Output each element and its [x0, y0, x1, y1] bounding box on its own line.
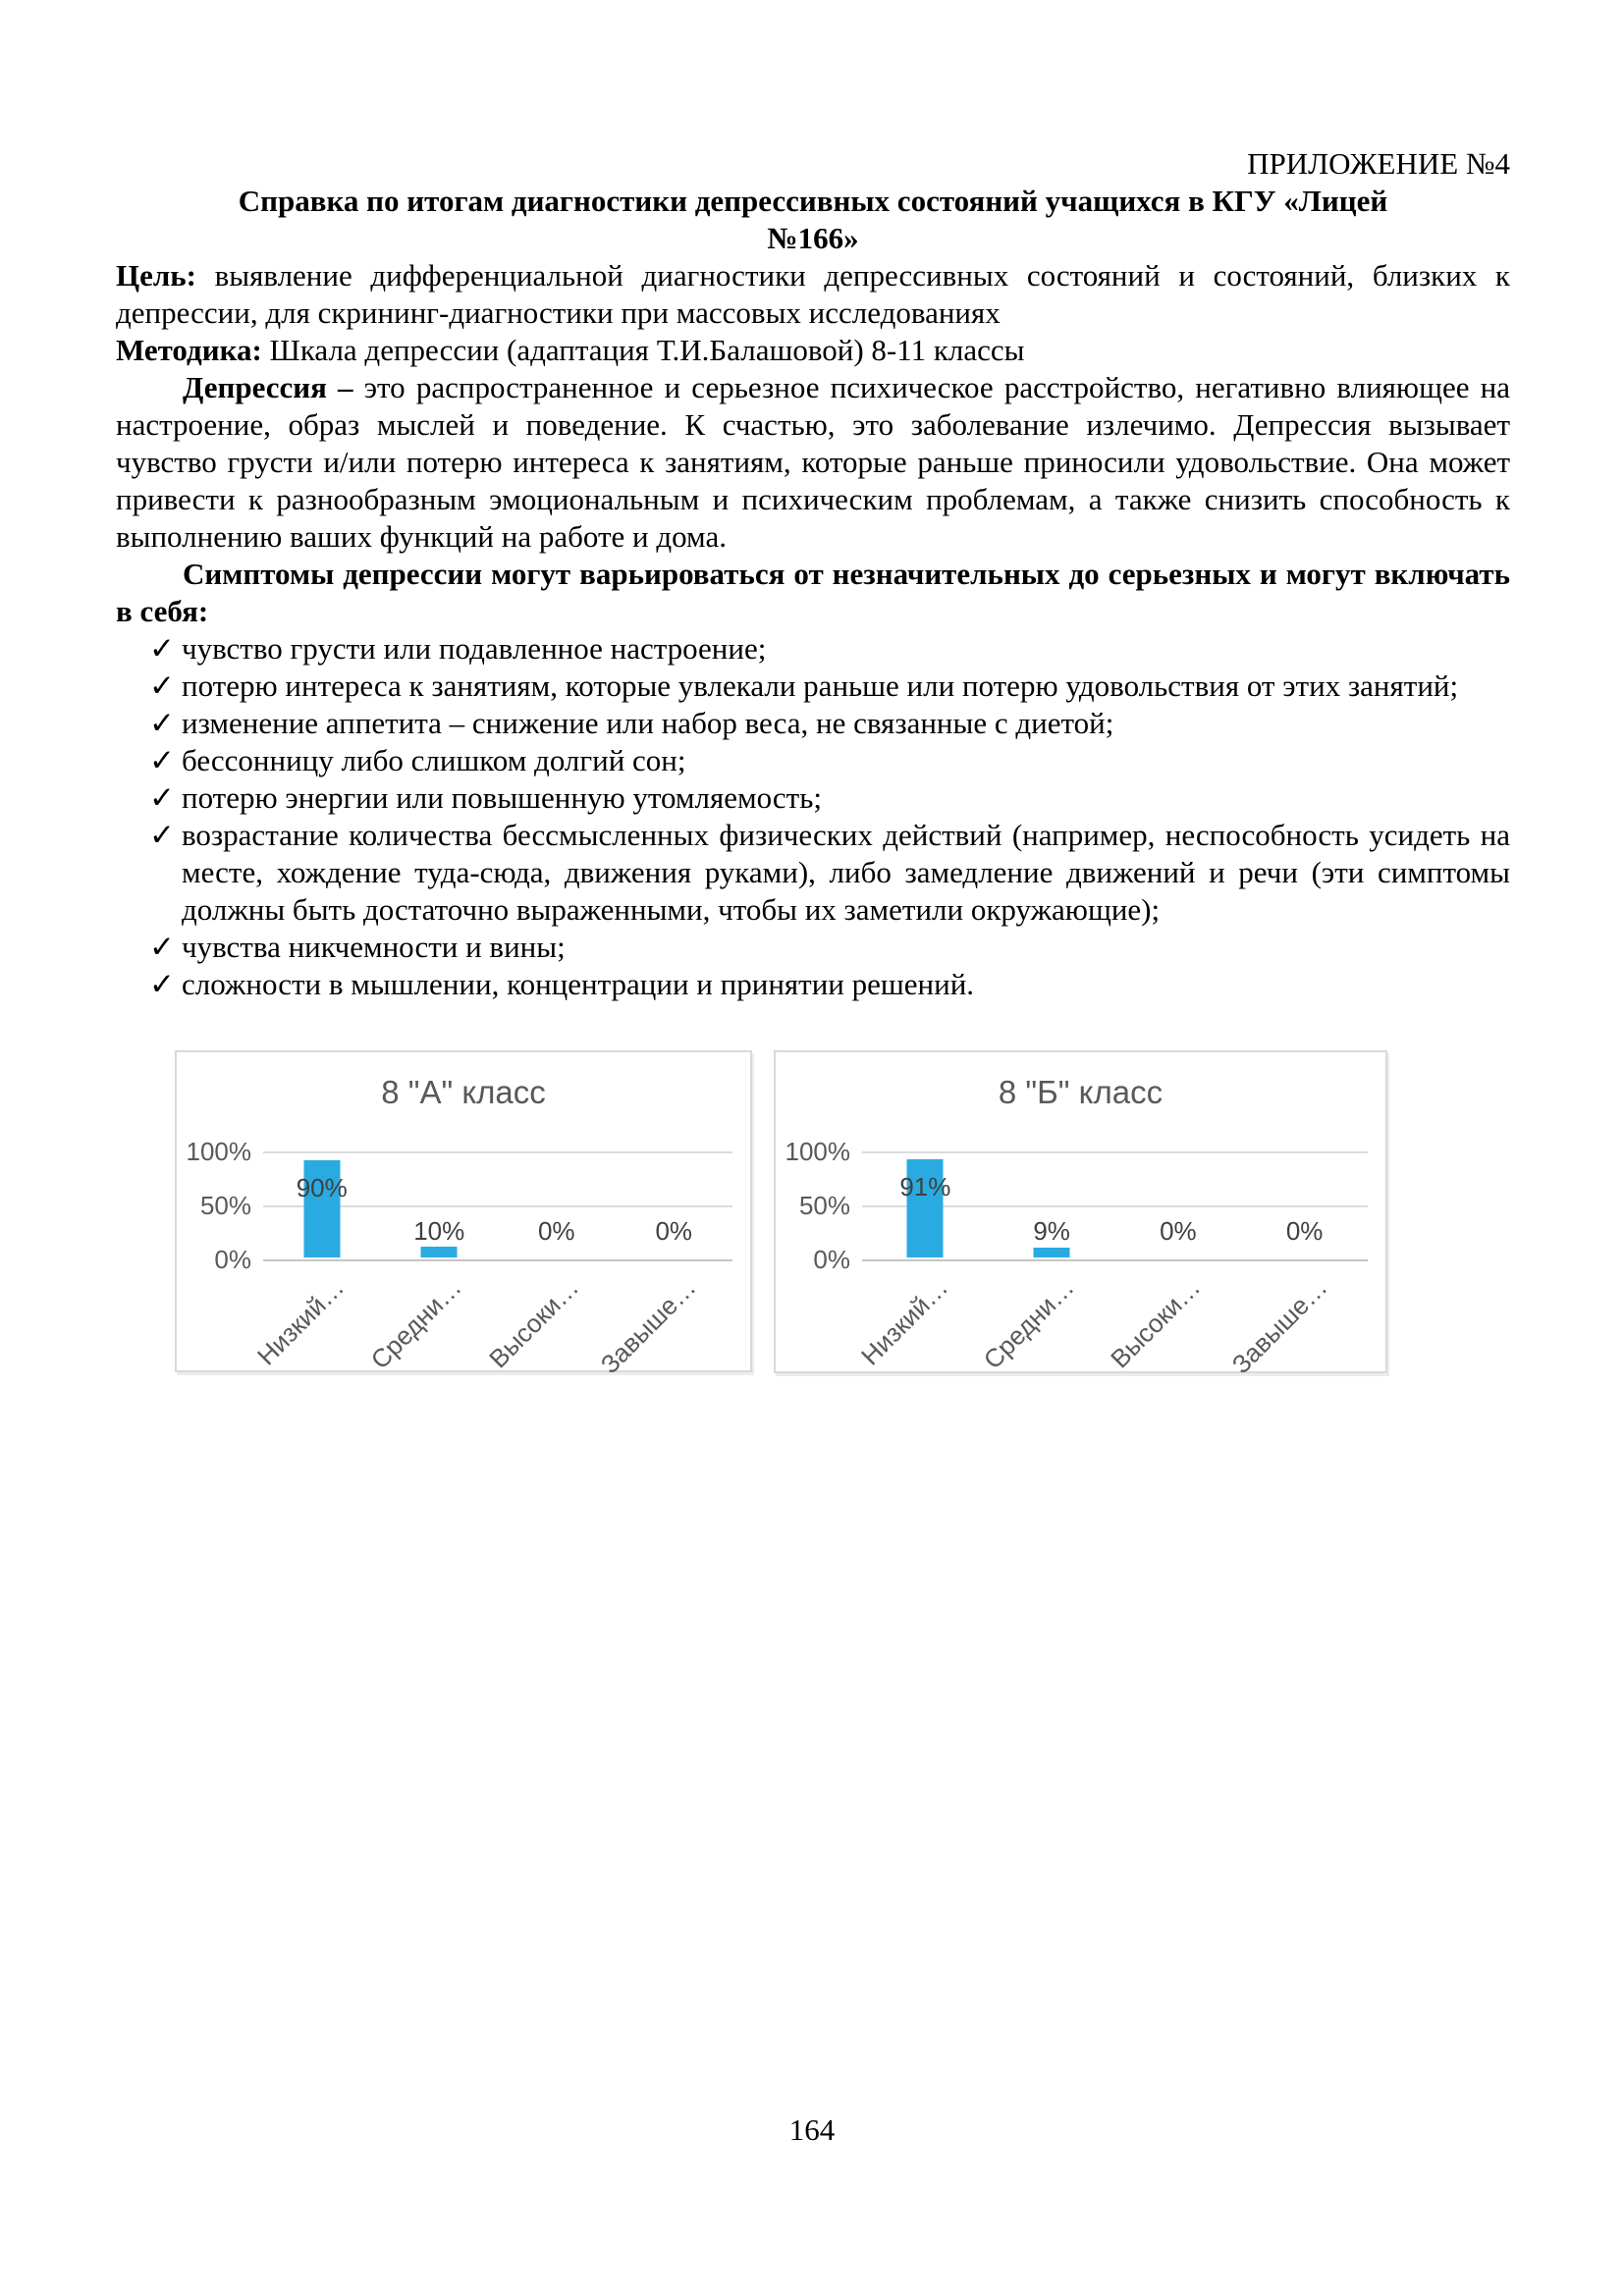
plot-area	[251, 1151, 732, 1380]
y-axis-tick: 100%	[186, 1137, 251, 1166]
chart-title: 8 "А" класс	[381, 1074, 546, 1110]
symptom-text: изменение аппетита – снижение или набор веса, не связанные с диетой;	[182, 706, 1114, 740]
category-slot	[862, 1151, 989, 1259]
checkmark-icon: ✓	[149, 967, 175, 1001]
bar	[421, 1247, 458, 1257]
charts-row	[175, 1050, 1510, 1380]
x-axis-label: Завыше…	[594, 1272, 702, 1380]
x-axis-label: Средни…	[977, 1272, 1080, 1375]
data-label: 10%	[413, 1216, 465, 1246]
y-axis	[776, 1137, 862, 1274]
symptom-text: чувство грусти или подавленное настроение;	[182, 631, 767, 666]
bar	[1034, 1248, 1070, 1257]
checkmark-icon: ✓	[149, 818, 175, 852]
checkmark-icon: ✓	[149, 743, 175, 777]
x-axis-label: Завыше…	[1225, 1272, 1333, 1380]
x-axis-label: Высоки…	[483, 1272, 585, 1374]
category-slot	[616, 1151, 733, 1259]
appendix-label: ПРИЛОЖЕНИЕ №4	[1247, 146, 1510, 181]
category-slot	[498, 1151, 616, 1259]
method-paragraph	[116, 332, 1510, 369]
x-axis-line	[862, 1259, 1368, 1261]
page-title-line2: №166»	[767, 221, 859, 255]
plot-area	[854, 1151, 1368, 1380]
symptom-item	[116, 705, 1510, 742]
page-number: 164	[788, 2112, 836, 2147]
method-text: Шкала депрессии (адаптация Т.И.Балашовой) 8-11 классы	[269, 333, 1025, 367]
depression-text: это распространенное и серьезное психическое расстройство, негативно влияющее на настроение, образ мыслей и поведение. К счастью, это заболевание излечимо. Депрессия вызывает чувство грусти и/или потерю интереса к занятиям, которые раньше приносили удовольствие. Она может привести к разнообразным эмоциональным и психическим проблемам, а также снизить способность к выполнению ваших функций на работе и дома.	[116, 370, 1511, 554]
y-axis-tick: 0%	[214, 1245, 251, 1274]
y-axis-tick: 50%	[199, 1191, 251, 1220]
symptom-item	[116, 779, 1510, 817]
symptom-item	[116, 667, 1510, 705]
symptom-text: чувства никчемности и вины;	[182, 930, 566, 964]
category-slot	[381, 1151, 499, 1259]
y-axis	[177, 1137, 263, 1274]
symptom-text: бессонницу либо слишком долгий сон;	[182, 743, 686, 777]
chart-title: 8 "Б" класс	[998, 1074, 1164, 1110]
symptom-text: возрастание количества бессмысленных физических действий (например, неспособность усидеть на месте, хождение туда-сюда, движения руками), либо замедление движений и речи (эти симптомы должны быть достаточно выраженными, чтобы их заметили окружающие);	[182, 818, 1510, 927]
y-axis-tick: 0%	[813, 1245, 850, 1274]
chart-8b-card	[774, 1050, 1387, 1380]
data-label: 91%	[899, 1172, 951, 1201]
symptom-text: сложности в мышлении, концентрации и принятии решений.	[182, 967, 975, 1001]
symptom-item	[116, 817, 1510, 929]
category-slot	[263, 1151, 381, 1259]
symptom-item	[116, 966, 1510, 1003]
x-axis-label: Средни…	[364, 1272, 467, 1375]
depression-label: Депрессия –	[183, 370, 353, 404]
data-label: 0%	[655, 1216, 693, 1246]
x-axis-label: Низкий…	[854, 1272, 953, 1371]
symptom-item	[116, 929, 1510, 966]
x-axis-line	[263, 1259, 732, 1261]
chart-8a-card	[175, 1050, 752, 1380]
depression-paragraph	[116, 369, 1510, 556]
symptom-list	[116, 630, 1510, 1003]
category-slot	[1241, 1151, 1368, 1259]
x-axis-label: Низкий…	[251, 1272, 351, 1371]
checkmark-icon: ✓	[149, 930, 175, 964]
symptom-item	[116, 742, 1510, 779]
data-label: 90%	[296, 1173, 348, 1202]
checkmark-icon: ✓	[149, 668, 175, 703]
checkmark-icon: ✓	[149, 780, 175, 815]
data-label: 0%	[1285, 1216, 1324, 1246]
data-label: 0%	[1160, 1216, 1197, 1246]
method-label: Методика:	[116, 333, 262, 367]
category-slot	[1115, 1151, 1242, 1259]
chart-plot	[776, 1137, 1385, 1380]
checkmark-icon: ✓	[149, 706, 175, 740]
checkmark-icon: ✓	[149, 631, 175, 666]
goal-label: Цель:	[116, 258, 196, 293]
y-axis-tick: 50%	[798, 1191, 850, 1220]
x-axis-label: Высоки…	[1105, 1272, 1207, 1374]
data-label: 9%	[1033, 1216, 1070, 1246]
symptoms-heading: Симптомы депрессии могут варьироваться от незначительных до серьезных и могут включать в себя:	[116, 557, 1510, 628]
y-axis-tick: 100%	[785, 1137, 850, 1166]
page-title	[116, 183, 1510, 257]
data-label: 0%	[537, 1216, 575, 1246]
chart-plot	[177, 1137, 750, 1380]
page-title-line1: Справка по итогам диагностики депрессивных состояний учащихся в КГУ «Лицей	[238, 184, 1388, 218]
goal-text: выявление дифференциальной диагностики депрессивных состояний и состояний, близких к депрессии, для скрининг-диагностики при массовых исследованиях	[116, 258, 1510, 330]
symptom-item	[116, 630, 1510, 667]
symptom-text: потерю интереса к занятиям, которые увлекали раньше или потерю удовольствия от этих занятий;	[182, 668, 1459, 703]
symptom-text: потерю энергии или повышенную утомляемость;	[182, 780, 822, 815]
category-slot	[989, 1151, 1115, 1259]
goal-paragraph	[116, 257, 1510, 332]
